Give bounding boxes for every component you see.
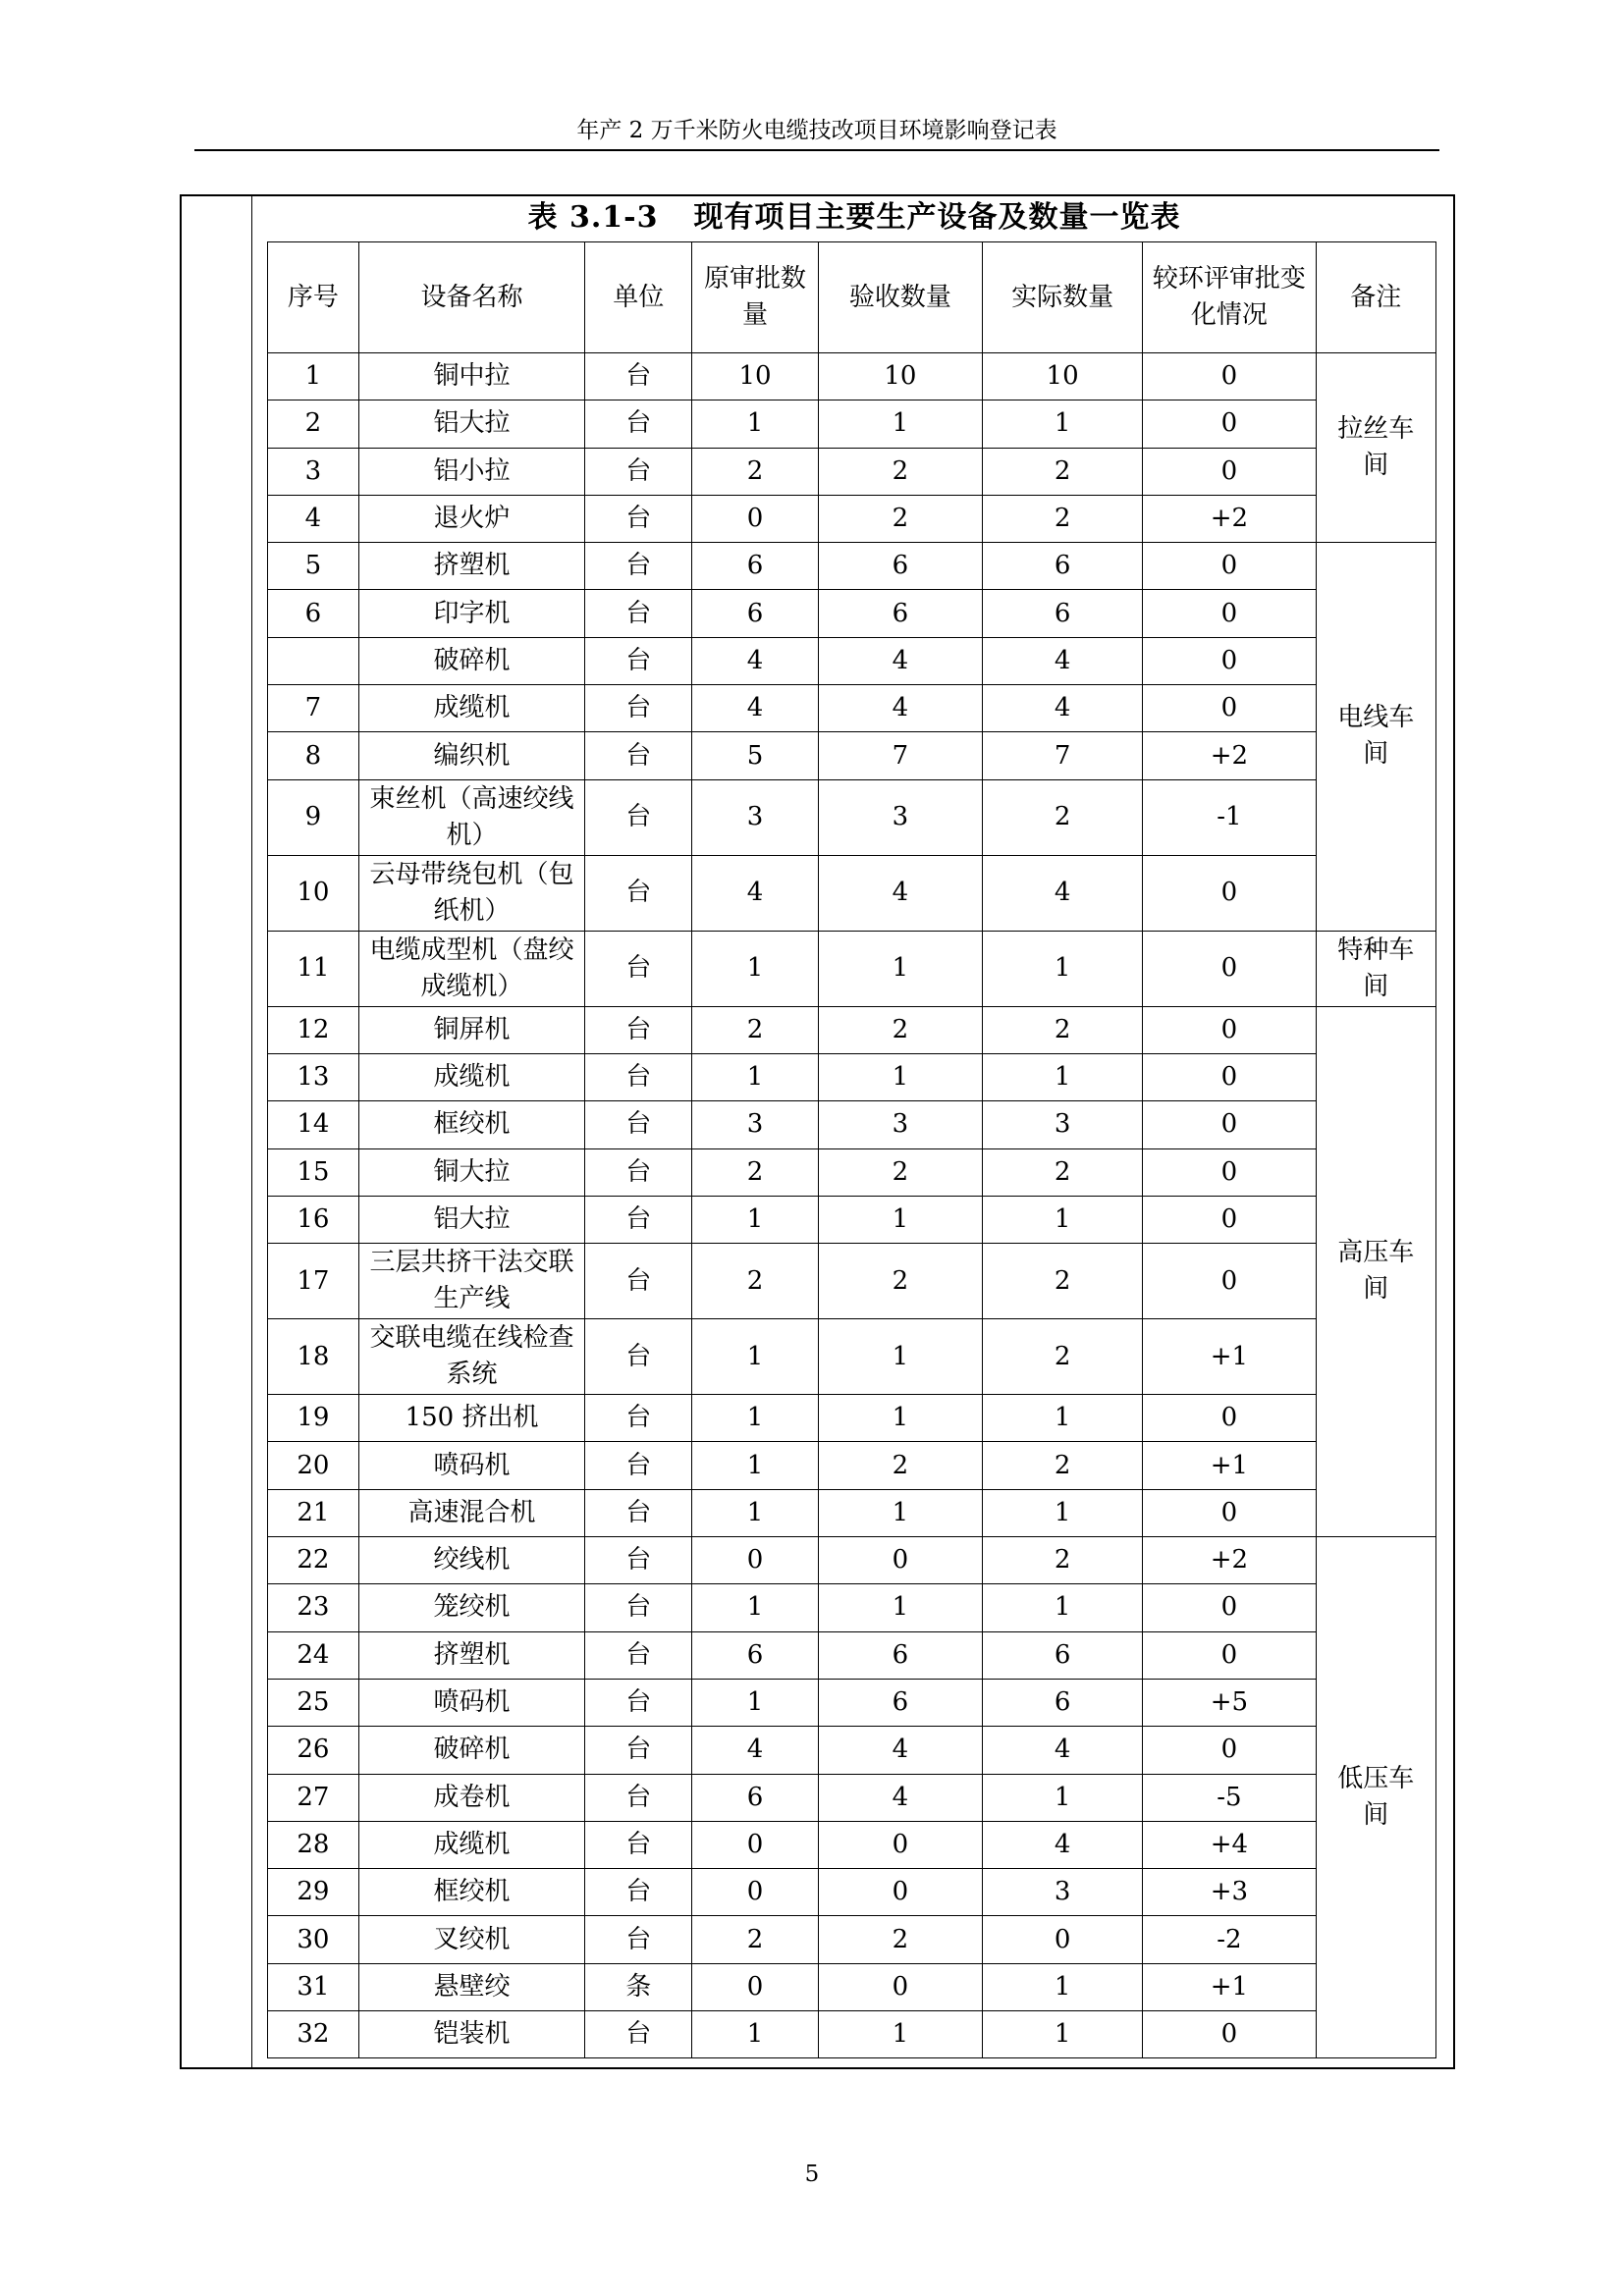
actual-qty: 2 [983,779,1143,855]
col-header-remark: 备注 [1316,242,1435,353]
col-header-change: 较环评审批变化情况 [1143,242,1316,353]
equipment-name: 束丝机（高速绞线机） [358,779,584,855]
actual-qty: 7 [983,732,1143,779]
row-no: 27 [268,1774,359,1821]
row-no: 26 [268,1727,359,1774]
unit: 台 [585,448,692,495]
row-no: 5 [268,543,359,590]
row-no: 15 [268,1148,359,1196]
accepted-qty: 3 [818,1101,982,1148]
row-no: 18 [268,1319,359,1395]
table-title: 现有项目主要生产设备及数量一览表 [693,200,1181,235]
approved-qty: 4 [692,685,818,732]
accepted-qty: 2 [818,1442,982,1489]
equipment-name: 笼绞机 [358,1584,584,1631]
table-row [268,1395,1436,1442]
accepted-qty: 6 [818,590,982,637]
unit: 台 [585,1319,692,1395]
row-no: 8 [268,732,359,779]
equipment-name: 铜屏机 [358,1006,584,1053]
accepted-qty: 0 [818,1821,982,1868]
unit: 台 [585,1869,692,1916]
table-row [268,1963,1436,2010]
table-row [268,590,1436,637]
row-no: 25 [268,1679,359,1726]
actual-qty: 4 [983,1727,1143,1774]
approved-qty: 1 [692,400,818,448]
change-vs-approval: 0 [1143,400,1316,448]
change-vs-approval: -1 [1143,779,1316,855]
table-row [268,353,1436,400]
equipment-table [267,241,1436,2058]
equipment-name: 铜大拉 [358,1148,584,1196]
table-row [268,448,1436,495]
equipment-name: 破碎机 [358,1727,584,1774]
approved-qty: 5 [692,732,818,779]
approved-qty: 1 [692,1053,818,1100]
approved-qty: 2 [692,1148,818,1196]
accepted-qty: 0 [818,1963,982,2010]
equipment-name: 铝小拉 [358,448,584,495]
accepted-qty: 1 [818,1053,982,1100]
equipment-name: 成缆机 [358,685,584,732]
accepted-qty: 2 [818,1148,982,1196]
workshop-remark: 低压车间 [1316,1537,1435,2058]
equipment-name: 挤塑机 [358,1631,584,1679]
approved-qty: 3 [692,1101,818,1148]
equipment-name: 铠装机 [358,2011,584,2058]
row-no: 23 [268,1584,359,1631]
table-row [268,495,1436,542]
table-row [268,855,1436,931]
row-no: 32 [268,2011,359,2058]
change-vs-approval: 0 [1143,590,1316,637]
accepted-qty: 1 [818,2011,982,2058]
accepted-qty: 2 [818,1006,982,1053]
unit: 条 [585,1963,692,2010]
change-vs-approval: +2 [1143,732,1316,779]
approved-qty: 4 [692,1727,818,1774]
change-vs-approval: 0 [1143,1244,1316,1319]
approved-qty: 4 [692,855,818,931]
actual-qty: 4 [983,855,1143,931]
actual-qty: 2 [983,448,1143,495]
actual-qty: 2 [983,495,1143,542]
actual-qty: 6 [983,1679,1143,1726]
unit: 台 [585,1244,692,1319]
unit: 台 [585,1442,692,1489]
approved-qty: 2 [692,1006,818,1053]
table-row [268,1148,1436,1196]
table-row [268,1584,1436,1631]
equipment-name: 挤塑机 [358,543,584,590]
equipment-name: 成卷机 [358,1774,584,1821]
workshop-remark: 特种车间 [1316,931,1435,1006]
table-row [268,1053,1436,1100]
accepted-qty: 3 [818,779,982,855]
table-row [268,1869,1436,1916]
col-header-name: 设备名称 [358,242,584,353]
table-row [268,1489,1436,1536]
col-header-accepted: 验收数量 [818,242,982,353]
page-header: 年产 2 万千米防火电缆技改项目环境影响登记表 [576,118,1057,143]
equipment-name: 框绞机 [358,1101,584,1148]
table-row [268,1679,1436,1726]
change-vs-approval: +3 [1143,1869,1316,1916]
row-no: 21 [268,1489,359,1536]
row-no: 3 [268,448,359,495]
unit: 台 [585,543,692,590]
change-vs-approval: 0 [1143,931,1316,1006]
col-header-no: 序号 [268,242,359,353]
page-number: 5 [804,2162,820,2187]
actual-qty: 2 [983,1319,1143,1395]
accepted-qty: 1 [818,1319,982,1395]
change-vs-approval: 0 [1143,1148,1316,1196]
row-no: 16 [268,1196,359,1243]
unit: 台 [585,2011,692,2058]
accepted-qty: 0 [818,1869,982,1916]
accepted-qty: 1 [818,400,982,448]
accepted-qty: 2 [818,448,982,495]
approved-qty: 1 [692,1584,818,1631]
equipment-name: 云母带绕包机（包纸机） [358,855,584,931]
actual-qty: 2 [983,1537,1143,1584]
accepted-qty: 2 [818,1244,982,1319]
equipment-name: 高速混合机 [358,1489,584,1536]
accepted-qty: 10 [818,353,982,400]
approved-qty: 1 [692,931,818,1006]
accepted-qty: 2 [818,495,982,542]
table-row [268,732,1436,779]
table-row [268,1101,1436,1148]
unit: 台 [585,1679,692,1726]
unit: 台 [585,1006,692,1053]
unit: 台 [585,495,692,542]
accepted-qty: 6 [818,1631,982,1679]
equipment-name: 三层共挤干法交联生产线 [358,1244,584,1319]
row-no: 30 [268,1916,359,1963]
actual-qty: 2 [983,1148,1143,1196]
equipment-name: 叉绞机 [358,1916,584,1963]
equipment-name: 成缆机 [358,1053,584,1100]
accepted-qty: 4 [818,1774,982,1821]
approved-qty: 1 [692,2011,818,2058]
accepted-qty: 1 [818,1584,982,1631]
approved-qty: 6 [692,1774,818,1821]
equipment-name: 破碎机 [358,637,584,684]
unit: 台 [585,685,692,732]
accepted-qty: 1 [818,1489,982,1536]
actual-qty: 2 [983,1006,1143,1053]
actual-qty: 3 [983,1101,1143,1148]
approved-qty: 1 [692,1442,818,1489]
approved-qty: 6 [692,543,818,590]
unit: 台 [585,400,692,448]
approved-qty: 4 [692,637,818,684]
approved-qty: 10 [692,353,818,400]
equipment-name: 电缆成型机（盘绞成缆机） [358,931,584,1006]
table-row [268,400,1436,448]
table-row [268,1442,1436,1489]
unit: 台 [585,1537,692,1584]
table-row [268,779,1436,855]
change-vs-approval: 0 [1143,1101,1316,1148]
table-row [268,1006,1436,1053]
approved-qty: 1 [692,1196,818,1243]
table-row [268,1774,1436,1821]
accepted-qty: 4 [818,637,982,684]
accepted-qty: 4 [818,855,982,931]
col-header-actual: 实际数量 [983,242,1143,353]
table-row [268,2011,1436,2058]
table-row [268,1916,1436,1963]
actual-qty: 1 [983,1053,1143,1100]
change-vs-approval: +1 [1143,1442,1316,1489]
approved-qty: 0 [692,1963,818,2010]
row-no: 9 [268,779,359,855]
unit: 台 [585,1821,692,1868]
row-no: 6 [268,590,359,637]
accepted-qty: 4 [818,685,982,732]
change-vs-approval: 0 [1143,685,1316,732]
unit: 台 [585,1916,692,1963]
accepted-qty: 1 [818,1395,982,1442]
col-header-approved: 原审批数量 [692,242,818,353]
unit: 台 [585,1053,692,1100]
approved-qty: 6 [692,590,818,637]
equipment-name: 铜中拉 [358,353,584,400]
unit: 台 [585,1727,692,1774]
actual-qty: 1 [983,1774,1143,1821]
change-vs-approval: 0 [1143,1196,1316,1243]
header-rule [194,149,1439,151]
actual-qty: 4 [983,685,1143,732]
change-vs-approval: 0 [1143,1006,1316,1053]
row-no: 22 [268,1537,359,1584]
actual-qty: 1 [983,1584,1143,1631]
change-vs-approval: +4 [1143,1821,1316,1868]
change-vs-approval: 0 [1143,1584,1316,1631]
accepted-qty: 7 [818,732,982,779]
unit: 台 [585,1395,692,1442]
equipment-name: 编织机 [358,732,584,779]
actual-qty: 4 [983,637,1143,684]
workshop-remark: 高压车间 [1316,1006,1435,1536]
row-no: 19 [268,1395,359,1442]
table-header [268,242,1436,353]
approved-qty: 3 [692,779,818,855]
change-vs-approval: 0 [1143,855,1316,931]
change-vs-approval: 0 [1143,1053,1316,1100]
unit: 台 [585,1489,692,1536]
approved-qty: 1 [692,1319,818,1395]
approved-qty: 0 [692,1869,818,1916]
actual-qty: 3 [983,1869,1143,1916]
equipment-name: 印字机 [358,590,584,637]
equipment-name: 铝大拉 [358,1196,584,1243]
accepted-qty: 1 [818,931,982,1006]
row-no: 4 [268,495,359,542]
col-header-unit: 单位 [585,242,692,353]
change-vs-approval: 0 [1143,1489,1316,1536]
frame-divider [251,194,252,2069]
unit: 台 [585,637,692,684]
row-no: 11 [268,931,359,1006]
equipment-name: 喷码机 [358,1679,584,1726]
row-no: 13 [268,1053,359,1100]
equipment-name: 铝大拉 [358,400,584,448]
row-no: 24 [268,1631,359,1679]
row-no: 1 [268,353,359,400]
header-row [268,242,1436,353]
unit: 台 [585,590,692,637]
table-row [268,931,1436,1006]
actual-qty: 1 [983,1489,1143,1536]
row-no: 20 [268,1442,359,1489]
row-no: 2 [268,400,359,448]
unit: 台 [585,732,692,779]
equipment-name: 绞线机 [358,1537,584,1584]
actual-qty: 4 [983,1821,1143,1868]
equipment-name: 喷码机 [358,1442,584,1489]
actual-qty: 2 [983,1244,1143,1319]
unit: 台 [585,931,692,1006]
table-row [268,1196,1436,1243]
change-vs-approval: 0 [1143,637,1316,684]
change-vs-approval: +2 [1143,495,1316,542]
change-vs-approval: +1 [1143,1319,1316,1395]
accepted-qty: 2 [818,1916,982,1963]
change-vs-approval: -2 [1143,1916,1316,1963]
unit: 台 [585,1101,692,1148]
unit: 台 [585,353,692,400]
actual-qty: 1 [983,2011,1143,2058]
actual-qty: 2 [983,1442,1143,1489]
table-body [268,353,1436,2058]
row-no: 10 [268,855,359,931]
change-vs-approval: 0 [1143,353,1316,400]
change-vs-approval: -5 [1143,1774,1316,1821]
actual-qty: 1 [983,1395,1143,1442]
change-vs-approval: 0 [1143,1395,1316,1442]
row-no: 31 [268,1963,359,2010]
approved-qty: 0 [692,495,818,542]
row-no: 7 [268,685,359,732]
unit: 台 [585,1148,692,1196]
table-row [268,543,1436,590]
approved-qty: 2 [692,1916,818,1963]
row-no: 29 [268,1869,359,1916]
approved-qty: 6 [692,1631,818,1679]
change-vs-approval: +5 [1143,1679,1316,1726]
actual-qty: 10 [983,353,1143,400]
actual-qty: 1 [983,1196,1143,1243]
accepted-qty: 6 [818,1679,982,1726]
actual-qty: 0 [983,1916,1143,1963]
unit: 台 [585,1196,692,1243]
unit: 台 [585,779,692,855]
change-vs-approval: +2 [1143,1537,1316,1584]
actual-qty: 1 [983,931,1143,1006]
table-row [268,1244,1436,1319]
workshop-remark: 电线车间 [1316,543,1435,931]
actual-qty: 6 [983,543,1143,590]
approved-qty: 1 [692,1679,818,1726]
table-row [268,1631,1436,1679]
change-vs-approval: 0 [1143,543,1316,590]
workshop-remark: 拉丝车间 [1316,353,1435,543]
change-vs-approval: 0 [1143,448,1316,495]
equipment-name: 成缆机 [358,1821,584,1868]
actual-qty: 1 [983,1963,1143,2010]
actual-qty: 6 [983,590,1143,637]
row-no [268,637,359,684]
equipment-name: 150 挤出机 [358,1395,584,1442]
equipment-name: 交联电缆在线检查系统 [358,1319,584,1395]
table-row [268,1537,1436,1584]
approved-qty: 1 [692,1489,818,1536]
row-no: 14 [268,1101,359,1148]
unit: 台 [585,1631,692,1679]
approved-qty: 2 [692,1244,818,1319]
table-row [268,1319,1436,1395]
table-caption [265,198,1443,238]
equipment-name: 退火炉 [358,495,584,542]
actual-qty: 1 [983,400,1143,448]
accepted-qty: 4 [818,1727,982,1774]
equipment-name: 框绞机 [358,1869,584,1916]
approved-qty: 2 [692,448,818,495]
table-row [268,1821,1436,1868]
row-no: 28 [268,1821,359,1868]
unit: 台 [585,855,692,931]
row-no: 12 [268,1006,359,1053]
approved-qty: 1 [692,1395,818,1442]
table-number: 表 3.1-3 [527,200,659,235]
accepted-qty: 0 [818,1537,982,1584]
unit: 台 [585,1584,692,1631]
row-no: 17 [268,1244,359,1319]
approved-qty: 0 [692,1537,818,1584]
approved-qty: 0 [692,1821,818,1868]
table-row [268,1727,1436,1774]
change-vs-approval: 0 [1143,1727,1316,1774]
change-vs-approval: +1 [1143,1963,1316,2010]
accepted-qty: 1 [818,1196,982,1243]
unit: 台 [585,1774,692,1821]
equipment-name: 悬壁绞 [358,1963,584,2010]
table-row [268,685,1436,732]
change-vs-approval: 0 [1143,1631,1316,1679]
change-vs-approval: 0 [1143,2011,1316,2058]
accepted-qty: 6 [818,543,982,590]
table-row [268,637,1436,684]
actual-qty: 6 [983,1631,1143,1679]
